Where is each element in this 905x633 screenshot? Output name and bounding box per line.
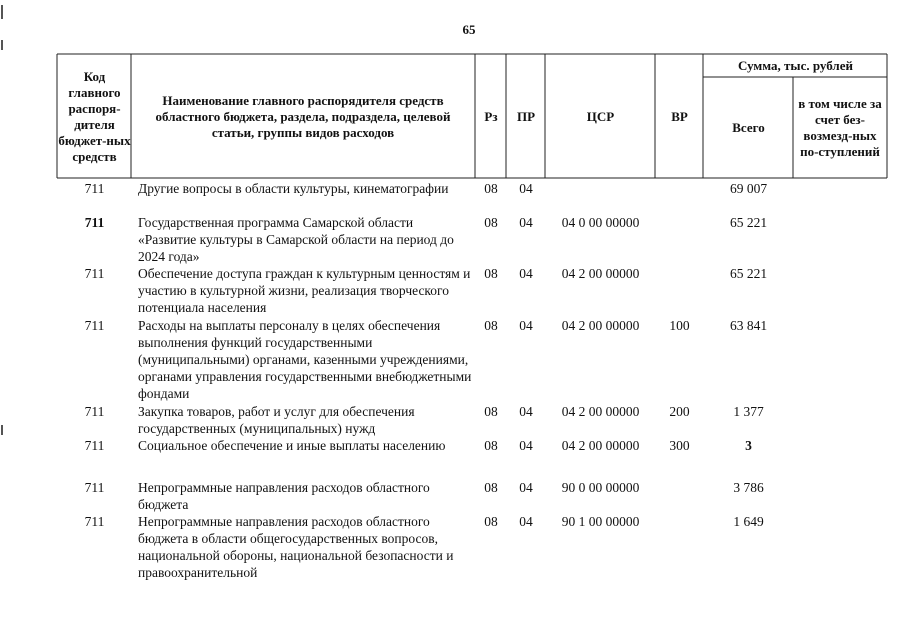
cell-name: Закупка товаров, работ и услуг для обеспечения государственных (муниципальных) нужд [138,404,415,436]
cell-name: Государственная программа Самарской области «Развитие культуры в Самарской области на период до 2024 года» [138,215,454,264]
cell-csr: 04 2 00 00000 [561,318,640,333]
cell-vr: 200 [669,404,690,419]
header-including: в том числе за счет без-возмезд-ных по-ступлений [798,96,882,159]
cell-csr: 04 0 00 00000 [561,215,640,230]
cell-rz: 08 [484,318,498,333]
cell-pr: 04 [519,181,533,196]
cell-csr: 04 2 00 00000 [561,266,640,281]
cell-rz: 08 [484,266,498,281]
cell-csr: 04 2 00 00000 [561,404,640,419]
cell-pr: 04 [519,404,533,419]
header-name: Наименование главного распорядителя средств областного бюджета, раздела, подраздела, целевой статьи, группы видов расходов [155,92,451,140]
cell-rz: 08 [484,514,498,529]
cell-pr: 04 [519,514,533,529]
cell-pr: 04 [519,480,533,495]
cell-code: 711 [84,318,105,333]
cell-pr: 04 [519,215,533,230]
scan-mark [1,5,3,19]
cell-csr: 90 1 00 00000 [561,514,640,529]
cell-total: 65 221 [729,215,768,230]
cell-total: 1 649 [733,514,764,529]
cell-name: Расходы на выплаты персоналу в целях обеспечения выполнения функций государственными (муниципальными) органами, казенными учреждениями, органами управления государственными внебюджетными фондами [138,318,472,401]
scan-mark [1,425,3,435]
cell-pr: 04 [519,266,533,281]
header-pr: ПР [516,108,536,124]
cell-name: Социальное обеспечение и иные выплаты населению [138,438,446,453]
cell-pr: 04 [519,318,533,333]
cell-pr: 04 [519,438,533,453]
header-sum-group: Сумма, тыс. рублей [738,58,853,73]
cell-code: 711 [84,404,105,419]
cell-code: 711 [84,215,105,230]
header-total: Всего [732,120,765,135]
cell-total: 3 786 [733,480,764,495]
cell-code: 711 [84,480,105,495]
cell-total: 69 007 [729,181,768,196]
header-rz: Рз [484,108,498,124]
cell-total: 3 [745,438,752,453]
cell-code: 711 [84,181,105,196]
cell-total: 1 377 [733,404,764,419]
cell-vr: 300 [669,438,690,453]
cell-rz: 08 [484,215,498,230]
cell-rz: 08 [484,404,498,419]
cell-name: Обеспечение доступа граждан к культурным ценностям и участию в культурной жизни, реализация творческого потенциала населения [138,266,471,315]
cell-name: Непрограммные направления расходов областного бюджета [138,480,430,512]
cell-code: 711 [84,514,105,529]
cell-csr: 90 0 00 00000 [561,480,640,495]
header-code: Код главного распоря-дителя бюджет-ных средств [58,68,131,164]
cell-rz: 08 [484,438,498,453]
cell-code: 711 [84,266,105,281]
cell-total: 65 221 [729,266,768,281]
cell-code: 711 [84,438,105,453]
cell-vr: 100 [669,318,690,333]
page-number: 65 [462,22,476,37]
cell-csr: 04 2 00 00000 [561,438,640,453]
cell-rz: 08 [484,480,498,495]
header-vr: ВР [671,108,688,124]
cell-rz: 08 [484,181,498,196]
cell-name: Непрограммные направления расходов областного бюджета в области общегосударственных вопросов, национальной обороны, национальной безопасности и правоохранительной [138,514,454,580]
cell-total: 63 841 [729,318,768,333]
header-csr: ЦСР [586,108,615,124]
cell-name: Другие вопросы в области культуры, кинематографии [138,181,449,196]
scan-mark [1,40,3,50]
